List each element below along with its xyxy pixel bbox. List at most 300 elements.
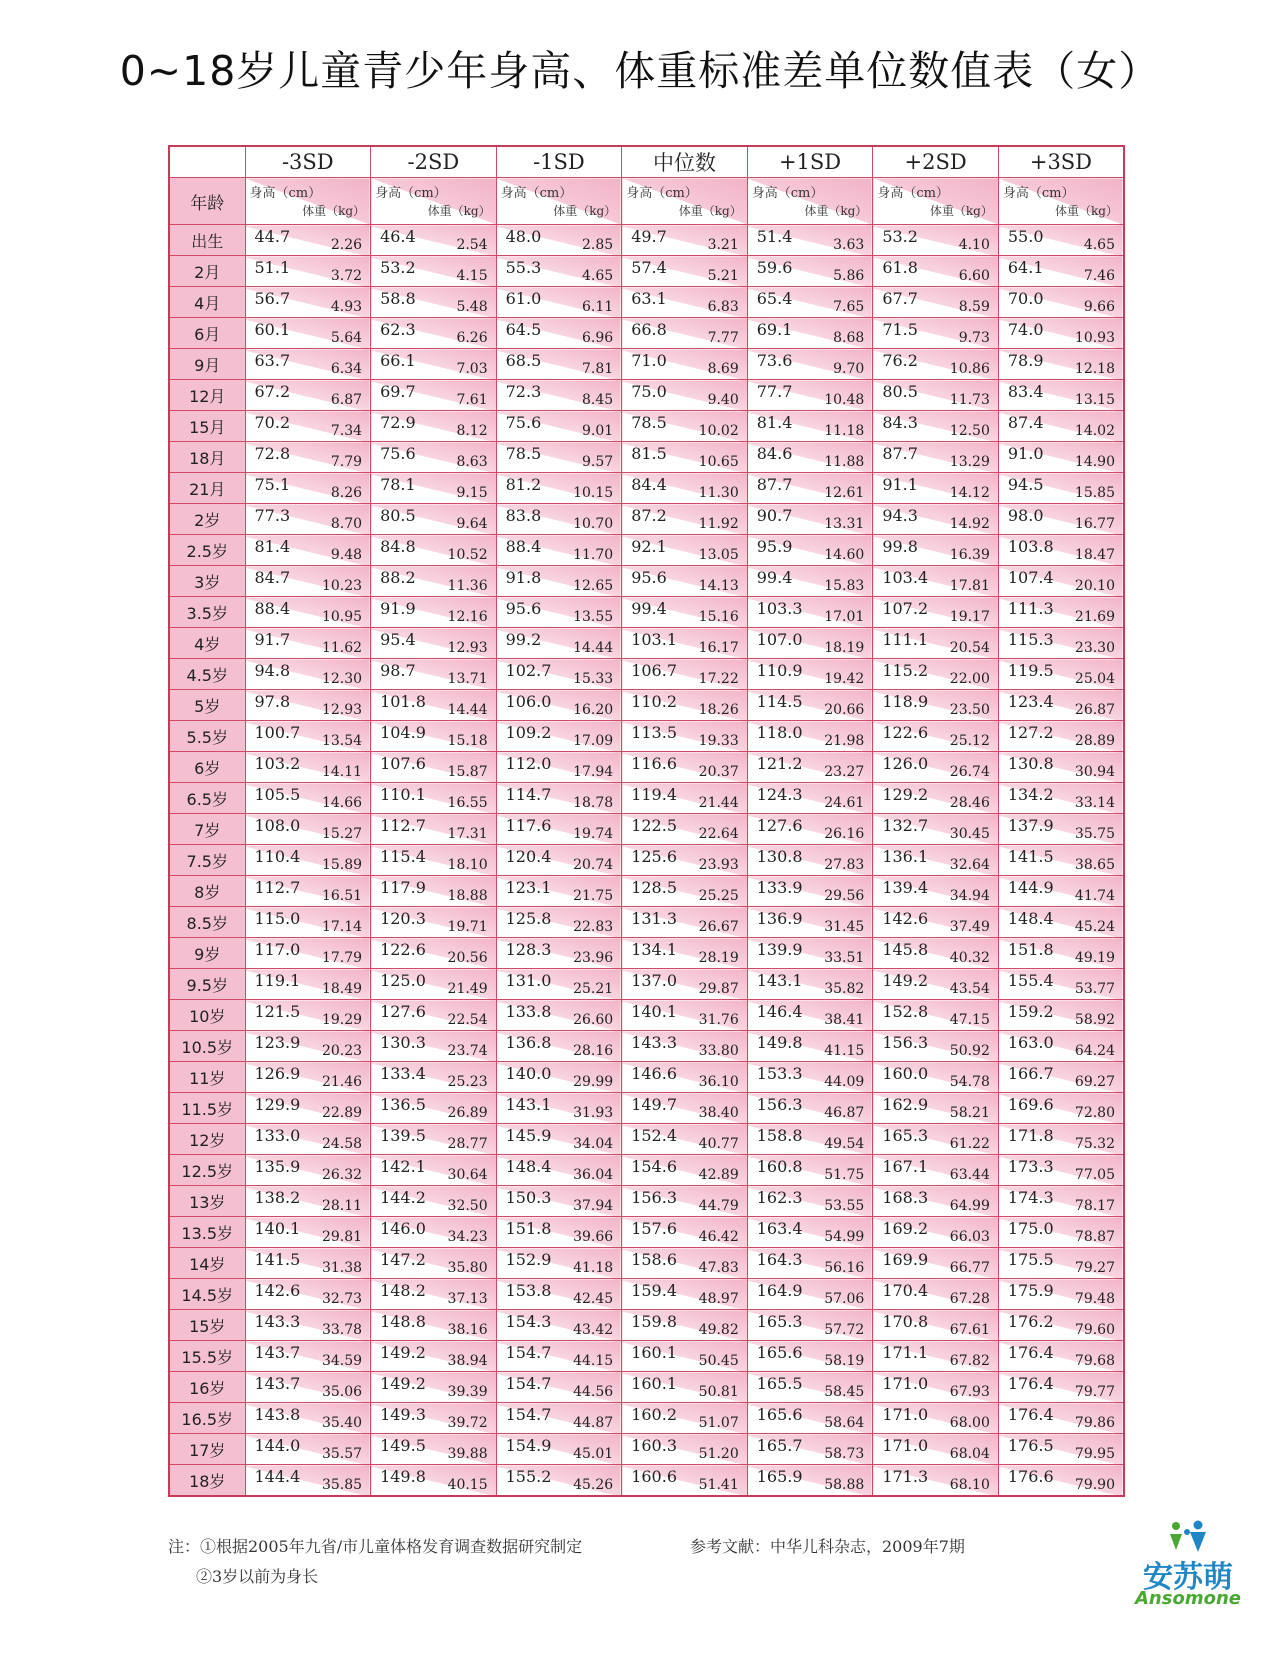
weight-value: 35.57 [321,1446,363,1462]
weight-value: 31.45 [824,919,865,935]
weight-value: 78.87 [1074,1229,1115,1245]
height-value: 101.8 [380,692,426,711]
table-row [169,1279,1124,1310]
value-cell [747,876,873,907]
weight-value: 2.26 [330,237,363,253]
height-value: 90.7 [756,506,793,525]
weight-value: 19.71 [447,919,488,935]
height-value: 176.4 [1007,1405,1054,1424]
height-value: 144.0 [254,1436,301,1455]
weight-value: 40.32 [949,950,990,966]
height-value: 151.8 [1007,940,1054,959]
height-value: 107.6 [380,754,426,773]
value-cell [873,225,999,256]
height-value: 112.7 [380,816,426,835]
value-cell [998,938,1124,969]
weight-value: 63.44 [949,1167,990,1183]
value-cell [371,1403,497,1434]
age-cell: 5岁 [169,690,245,721]
height-value: 130.3 [380,1033,426,1052]
height-value: 135.9 [254,1157,301,1176]
height-value: 152.8 [882,1002,929,1021]
value-cell [873,380,999,411]
weight-unit-label: 体重（kg） [302,204,366,218]
value-cell [371,473,497,504]
value-cell [371,566,497,597]
height-value: 153.8 [505,1281,552,1300]
people-icon [1168,1520,1208,1554]
height-value: 160.0 [882,1064,929,1083]
value-cell [245,938,371,969]
weight-value: 9.15 [456,485,488,501]
weight-value: 44.87 [573,1415,614,1431]
value-cell [747,1434,873,1465]
height-value: 144.4 [254,1467,301,1486]
value-cell [747,566,873,597]
weight-value: 30.94 [1074,764,1115,780]
value-cell [747,1279,873,1310]
value-cell [998,721,1124,752]
height-value: 169.6 [1007,1095,1054,1114]
weight-value: 56.16 [824,1260,865,1276]
value-cell [622,1372,748,1403]
weight-value: 22.64 [698,826,739,842]
value-cell [496,1341,622,1372]
weight-value: 34.59 [321,1353,363,1369]
weight-value: 8.70 [330,516,363,532]
value-cell [747,1062,873,1093]
age-cell: 12岁 [169,1124,245,1155]
height-value: 154.7 [505,1343,552,1362]
height-value: 56.7 [254,289,291,308]
height-value: 163.0 [1007,1033,1054,1052]
table-row [169,1372,1124,1403]
weight-value: 29.81 [321,1229,363,1245]
height-value: 140.0 [505,1064,552,1083]
value-cell [998,1341,1124,1372]
value-cell [622,1279,748,1310]
weight-value: 79.27 [1074,1260,1115,1276]
height-value: 139.5 [380,1126,426,1145]
weight-value: 20.37 [698,764,739,780]
height-value: 171.1 [882,1343,929,1362]
weight-unit-label: 体重（kg） [678,204,742,218]
height-value: 78.1 [380,475,416,494]
value-cell [245,1310,371,1341]
height-value: 67.2 [254,382,291,401]
value-cell [998,628,1124,659]
weight-value: 35.80 [447,1260,488,1276]
height-value: 143.8 [254,1405,301,1424]
value-cell [747,1000,873,1031]
value-cell [245,690,371,721]
height-value: 141.5 [254,1250,301,1269]
value-cell [747,380,873,411]
table-row [169,535,1124,566]
unit-header-cell [622,178,748,225]
value-cell [245,1031,371,1062]
age-cell: 14.5岁 [169,1279,245,1310]
table-row [169,783,1124,814]
height-value: 91.8 [505,568,542,587]
height-value: 154.3 [505,1312,552,1331]
weight-value: 11.62 [321,640,363,656]
weight-value: 75.32 [1074,1136,1115,1152]
height-value: 63.7 [254,351,291,370]
height-value: 110.9 [756,661,803,680]
height-value: 164.3 [756,1250,803,1269]
value-cell [622,1434,748,1465]
weight-value: 11.92 [698,516,739,532]
height-value: 138.2 [254,1188,301,1207]
weight-value: 5.21 [707,268,739,284]
weight-value: 57.72 [824,1322,865,1338]
value-cell [873,783,999,814]
value-cell [747,907,873,938]
height-value: 84.6 [756,444,793,463]
height-value: 157.6 [631,1219,677,1238]
weight-value: 25.21 [573,981,614,997]
weight-value: 23.74 [447,1043,488,1059]
value-cell [245,349,371,380]
value-cell [496,1155,622,1186]
height-value: 81.4 [756,413,793,432]
value-cell [245,659,371,690]
weight-value: 47.83 [698,1260,739,1276]
weight-value: 21.46 [321,1074,363,1090]
value-cell [371,1372,497,1403]
brand-logo [1128,1520,1248,1610]
value-cell [998,287,1124,318]
height-value: 153.3 [756,1064,803,1083]
value-cell [998,504,1124,535]
weight-value: 10.23 [321,578,363,594]
value-cell [371,1000,497,1031]
height-value: 149.7 [631,1095,677,1114]
age-cell: 2岁 [169,504,245,535]
height-value: 176.5 [1007,1436,1054,1455]
value-cell [496,1403,622,1434]
height-value: 130.8 [756,847,803,866]
value-cell [245,876,371,907]
value-cell [873,845,999,876]
table-row [169,442,1124,473]
value-cell [245,814,371,845]
age-cell: 21月 [169,473,245,504]
height-value: 112.7 [254,878,301,897]
value-cell [496,783,622,814]
height-value: 170.8 [882,1312,929,1331]
value-cell [245,783,371,814]
table-row [169,752,1124,783]
weight-value: 9.73 [958,330,990,346]
value-cell [371,1341,497,1372]
weight-value: 9.64 [456,516,488,532]
height-unit-label: 身高（cm） [500,186,573,201]
height-value: 134.1 [631,940,677,959]
weight-value: 29.56 [824,888,865,904]
height-value: 75.6 [505,413,542,432]
height-value: 94.8 [254,661,291,680]
weight-value: 20.10 [1074,578,1115,594]
weight-value: 18.10 [447,857,488,873]
height-value: 137.0 [631,971,677,990]
sd-header: +3SD [998,146,1124,178]
height-value: 51.1 [254,258,291,277]
weight-value: 69.27 [1074,1074,1115,1090]
height-value: 71.0 [631,351,667,370]
value-cell [371,1031,497,1062]
height-value: 113.5 [631,723,677,742]
value-cell [873,1310,999,1341]
height-value: 155.4 [1007,971,1054,990]
height-value: 164.9 [756,1281,803,1300]
weight-value: 14.44 [573,640,614,656]
weight-unit-label: 体重（kg） [804,204,868,218]
value-cell [747,1403,873,1434]
weight-value: 16.55 [447,795,488,811]
weight-value: 19.74 [573,826,614,842]
value-cell [873,1062,999,1093]
value-cell [245,1434,371,1465]
height-value: 92.1 [631,537,667,556]
weight-value: 58.19 [824,1353,865,1369]
weight-value: 17.81 [949,578,990,594]
height-value: 70.0 [1007,289,1044,308]
weight-value: 46.87 [824,1105,865,1121]
weight-value: 36.10 [698,1074,739,1090]
height-value: 111.3 [1007,599,1054,618]
table-row [169,814,1124,845]
height-value: 156.3 [756,1095,803,1114]
value-cell [496,1465,622,1497]
height-value: 104.9 [380,723,426,742]
height-value: 71.5 [882,320,918,339]
height-value: 160.2 [631,1405,677,1424]
weight-value: 68.04 [949,1446,990,1462]
weight-value: 54.99 [824,1229,865,1245]
height-value: 149.2 [380,1343,426,1362]
height-value: 143.3 [254,1312,301,1331]
value-cell [873,814,999,845]
height-value: 107.4 [1007,568,1054,587]
height-value: 99.4 [756,568,793,587]
weight-value: 24.58 [321,1136,363,1152]
height-value: 103.1 [631,630,677,649]
height-value: 58.8 [380,289,416,308]
weight-value: 26.89 [447,1105,488,1121]
corner-cell [169,146,245,178]
height-value: 171.3 [882,1467,929,1486]
height-value: 99.2 [505,630,542,649]
height-value: 91.1 [882,475,918,494]
height-value: 68.5 [505,351,542,370]
sd-header: 中位数 [622,146,748,178]
height-value: 67.7 [882,289,918,308]
value-cell [622,1341,748,1372]
reference-note: 参考文献：中华儿科杂志，2009年7期 [690,1537,965,1556]
height-value: 143.3 [631,1033,677,1052]
value-cell [998,1031,1124,1062]
height-value: 95.6 [631,568,667,587]
unit-header-cell [496,178,622,225]
weight-value: 14.60 [824,547,865,563]
value-cell [747,659,873,690]
weight-value: 10.65 [698,454,739,470]
table-row [169,1217,1124,1248]
weight-value: 78.17 [1074,1198,1115,1214]
sd-header: -3SD [245,146,371,178]
height-value: 97.8 [254,692,291,711]
value-cell [622,845,748,876]
unit-header-cell [998,178,1124,225]
height-value: 72.8 [254,444,291,463]
height-value: 162.3 [756,1188,803,1207]
height-value: 112.0 [505,754,552,773]
value-cell [245,1248,371,1279]
height-value: 98.0 [1007,506,1044,525]
value-cell [245,752,371,783]
value-cell [873,1217,999,1248]
weight-value: 51.75 [824,1167,865,1183]
value-cell [622,628,748,659]
weight-value: 40.77 [698,1136,739,1152]
table-row [169,504,1124,535]
value-cell [622,1155,748,1186]
height-value: 75.1 [254,475,291,494]
value-cell [873,1000,999,1031]
age-cell: 9月 [169,349,245,380]
height-value: 91.7 [254,630,291,649]
weight-value: 49.82 [698,1322,739,1338]
height-value: 160.8 [756,1157,803,1176]
value-cell [496,225,622,256]
value-cell [747,1248,873,1279]
value-cell [371,659,497,690]
table-row [169,597,1124,628]
height-value: 77.3 [254,506,291,525]
weight-value: 37.13 [447,1291,488,1307]
height-value: 145.9 [505,1126,552,1145]
value-cell [371,535,497,566]
weight-value: 17.01 [824,609,865,625]
height-value: 81.5 [631,444,667,463]
value-cell [245,1124,371,1155]
value-cell [496,814,622,845]
weight-value: 26.60 [573,1012,614,1028]
height-value: 145.8 [882,940,929,959]
height-value: 165.7 [756,1436,803,1455]
value-cell [371,938,497,969]
height-value: 159.4 [631,1281,677,1300]
height-value: 108.0 [254,816,301,835]
weight-value: 31.38 [321,1260,363,1276]
value-cell [622,814,748,845]
table-row [169,1031,1124,1062]
value-cell [496,1124,622,1155]
value-cell [622,907,748,938]
height-value: 46.4 [380,227,416,246]
weight-value: 39.88 [447,1446,488,1462]
table-row [169,225,1124,256]
value-cell [747,628,873,659]
age-cell: 16岁 [169,1372,245,1403]
weight-value: 37.49 [949,919,990,935]
value-cell [245,721,371,752]
weight-value: 16.51 [321,888,363,904]
height-value: 66.8 [631,320,667,339]
weight-value: 58.21 [949,1105,990,1121]
height-value: 154.7 [505,1374,552,1393]
value-cell [245,969,371,1000]
weight-value: 20.66 [824,702,865,718]
table-row [169,1434,1124,1465]
weight-value: 10.93 [1074,330,1115,346]
weight-value: 31.93 [573,1105,614,1121]
height-value: 117.0 [254,940,301,959]
value-cell [371,504,497,535]
weight-value: 6.96 [582,330,614,346]
age-cell: 2月 [169,256,245,287]
value-cell [622,690,748,721]
value-cell [496,535,622,566]
value-cell [873,1434,999,1465]
value-cell [747,1372,873,1403]
age-cell: 11岁 [169,1062,245,1093]
height-unit-label: 身高（cm） [751,186,824,201]
value-cell [371,1310,497,1341]
height-value: 155.2 [505,1467,552,1486]
weight-value: 25.04 [1074,671,1115,687]
height-value: 170.4 [882,1281,929,1300]
weight-value: 44.79 [698,1198,739,1214]
growth-standard-table [168,145,1125,1497]
height-value: 65.4 [756,289,793,308]
value-cell [873,1465,999,1497]
height-value: 123.9 [254,1033,301,1052]
weight-value: 39.72 [447,1415,488,1431]
height-value: 110.2 [631,692,677,711]
table-row [169,318,1124,349]
weight-value: 3.72 [330,268,363,284]
value-cell [998,1000,1124,1031]
weight-value: 39.39 [447,1384,488,1400]
value-cell [496,1093,622,1124]
height-value: 55.3 [505,258,542,277]
weight-value: 13.71 [447,671,488,687]
value-cell [873,1372,999,1403]
value-cell [998,1093,1124,1124]
sd-header: +1SD [747,146,873,178]
table-row [169,907,1124,938]
weight-value: 79.68 [1074,1353,1115,1369]
value-cell [747,1124,873,1155]
weight-value: 9.48 [330,547,363,563]
value-cell [245,256,371,287]
value-cell [622,1217,748,1248]
weight-value: 28.16 [573,1043,614,1059]
weight-value: 27.83 [824,857,865,873]
weight-value: 8.68 [833,330,865,346]
table-row [169,1403,1124,1434]
height-value: 149.2 [380,1374,426,1393]
weight-value: 25.25 [698,888,739,904]
height-value: 136.5 [380,1095,426,1114]
value-cell [622,1062,748,1093]
height-value: 106.7 [631,661,677,680]
weight-unit-label: 体重（kg） [929,204,993,218]
table-row [169,1341,1124,1372]
